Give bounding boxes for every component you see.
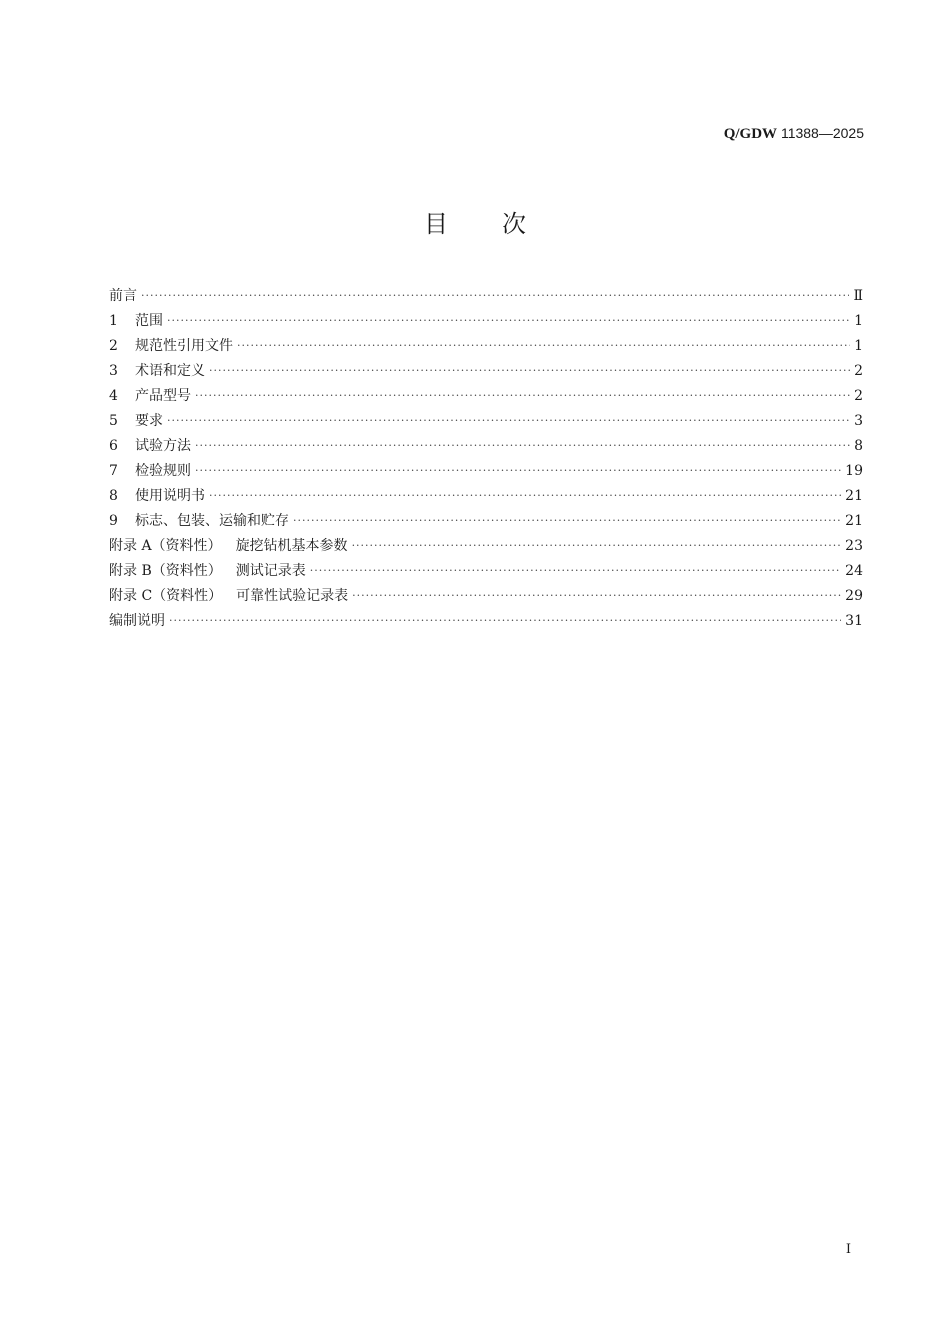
toc-leader-dots (141, 283, 849, 308)
toc-entry-2[interactable] (109, 334, 863, 359)
toc-entry-page: 21 (845, 513, 863, 529)
toc-entry-foreword[interactable] (109, 284, 863, 309)
toc-entry-6[interactable] (109, 434, 863, 459)
toc-entry-label: 编制说明 (109, 613, 165, 629)
toc-leader-dots (209, 483, 841, 508)
toc-leader-dots (237, 333, 850, 358)
toc-entry-number: 4 (109, 388, 118, 404)
toc-entry-page: 2 (854, 363, 863, 379)
standard-code (724, 125, 864, 143)
toc-entry-number: 3 (109, 363, 118, 379)
toc-entry-label: 标志、包装、运输和贮存 (135, 513, 289, 529)
toc-entry-page: Ⅱ (853, 288, 863, 304)
toc-entry-page: 31 (845, 613, 863, 629)
toc-entry-label: 使用说明书 (135, 488, 205, 504)
toc-leader-dots (352, 533, 842, 558)
toc-entry-8[interactable] (109, 484, 863, 509)
toc-entry-9[interactable] (109, 509, 863, 534)
toc-entry-label: 附录 C（资料性） (109, 588, 223, 604)
toc-entry-page: 3 (854, 413, 863, 429)
toc-leader-dots (169, 608, 841, 633)
toc-entry-page: 23 (845, 538, 863, 554)
toc-entry-page: 24 (845, 563, 863, 579)
toc-leader-dots (167, 408, 850, 433)
toc-entry-label: 要求 (135, 413, 163, 429)
toc-leader-dots (195, 433, 850, 458)
toc-entry-appendix-b[interactable] (109, 559, 863, 584)
toc-entry-label: 范围 (135, 313, 163, 329)
toc-entry-number: 9 (109, 513, 118, 529)
toc-entry-subtitle: 旋挖钻机基本参数 (235, 538, 348, 554)
toc-entry-7[interactable] (109, 459, 863, 484)
toc-list (109, 284, 863, 634)
toc-entry-page: 8 (854, 438, 863, 454)
toc-entry-page: 19 (845, 463, 863, 479)
standard-code-number: 11388—2025 (777, 125, 864, 141)
toc-entry-compilation-notes[interactable] (109, 609, 863, 634)
toc-leader-dots (167, 308, 850, 333)
toc-entry-appendix-a[interactable] (109, 534, 863, 559)
toc-entry-page: 1 (854, 338, 863, 354)
toc-entry-number: 6 (109, 438, 118, 454)
standard-code-prefix: Q/GDW (723, 126, 778, 142)
toc-entry-subtitle: 可靠性试验记录表 (236, 588, 349, 604)
page-number: I (845, 1242, 851, 1257)
toc-entry-number: 7 (109, 463, 118, 479)
toc-entry-label: 术语和定义 (135, 363, 205, 379)
toc-entry-label: 规范性引用文件 (135, 338, 233, 354)
toc-leader-dots (293, 508, 841, 533)
toc-leader-dots (209, 358, 850, 383)
toc-entry-subtitle: 测试记录表 (235, 563, 306, 579)
toc-title-char-1: 目 (424, 210, 448, 238)
toc-entry-label: 前言 (109, 288, 137, 304)
toc-entry-page: 2 (854, 388, 863, 404)
toc-entry-label: 产品型号 (135, 388, 191, 404)
toc-entry-label: 检验规则 (135, 463, 191, 479)
toc-leader-dots (310, 558, 841, 583)
toc-entry-5[interactable] (109, 409, 863, 434)
toc-entry-page: 1 (854, 313, 863, 329)
toc-title (0, 204, 950, 239)
toc-entry-label: 附录 B（资料性） (109, 563, 222, 579)
toc-entry-appendix-c[interactable] (109, 584, 863, 609)
toc-entry-number: 8 (109, 488, 118, 504)
toc-entry-number: 5 (109, 413, 118, 429)
toc-entry-1[interactable] (109, 309, 863, 334)
toc-leader-dots (195, 383, 850, 408)
toc-entry-number: 2 (109, 338, 118, 354)
toc-entry-number: 1 (109, 313, 118, 329)
toc-entry-page: 29 (845, 588, 863, 604)
toc-entry-label: 附录 A（资料性） (109, 538, 222, 554)
toc-entry-4[interactable] (109, 384, 863, 409)
toc-entry-label: 试验方法 (135, 438, 191, 454)
toc-leader-dots (352, 583, 841, 608)
toc-entry-page: 21 (845, 488, 863, 504)
toc-leader-dots (195, 458, 841, 483)
toc-entry-3[interactable] (109, 359, 863, 384)
toc-title-char-2: 次 (502, 210, 526, 238)
